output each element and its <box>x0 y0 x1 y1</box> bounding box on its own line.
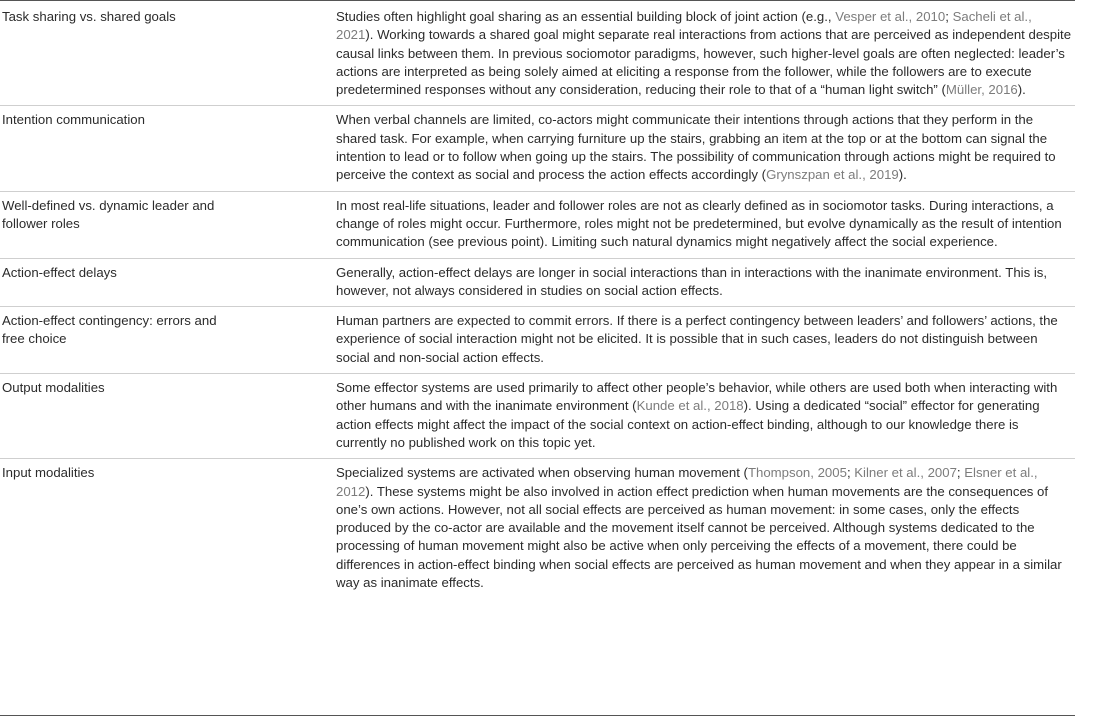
description-cell <box>336 6 1072 99</box>
description-text: ; <box>846 465 855 481</box>
factor-cell: Action-effect delays <box>2 264 117 280</box>
description-text: ). These systems might be also involved in action effect prediction when human movements are the consequences of one’s own actions. However, not all social effects are perceived as human movement: in some cases, only the effects produced by the co-actor are available and the movement itself cannot be perceived. Although systems dedicated to the processing of human movement might also be active when only perceiving the effects of a movement, there could be differences in action-effect binding when social effects are perceived as human movement and when they appear in a similar way as inanimate effects. <box>336 483 1062 591</box>
citation-link[interactable]: Grynszpan et al., 2019 <box>766 167 899 183</box>
citation-link[interactable]: Kilner et al., 2007 <box>854 465 957 481</box>
factor-cell: Input modalities <box>2 465 95 481</box>
description-text: ). <box>898 167 907 183</box>
description-cell <box>336 462 1072 592</box>
citation-link[interactable]: Vesper et al., 2010 <box>835 9 946 24</box>
description-text: When verbal channels are limited, co-actors might communicate their intentions through actions that they perform in the shared task. For example, when carrying furniture up the stairs, grabbing an item at the top or at the bottom can signal the intention to lead or to follow when going up the stairs. The possibility of communication through actions might be required to perceive the context as social and process the action effects accordingly ( <box>336 112 1056 183</box>
description-text: Human partners are expected to commit errors. If there is a perfect contingency between leaders’ and followers’ actions, the experience of social interaction might not be elicited. It is possible that in such cases, leaders do not distinguish between social and non-social action effects. <box>336 313 1058 365</box>
description-text: ). Using a dedicated “social” effector for generating action effects might affect the impact of the social context on action-effect binding, although to our knowledge there is currently no published work on this topic yet. <box>336 398 1040 450</box>
citation-link[interactable]: Müller, 2016 <box>945 82 1018 98</box>
citation-link[interactable]: Kunde et al., 2018 <box>636 398 744 414</box>
factor-cell: Action-effect contingency: errors and free choice <box>2 313 217 347</box>
table-bottom-rule <box>0 715 1075 716</box>
table-row <box>0 258 1075 307</box>
factor-cell: Output modalities <box>2 380 105 396</box>
table-row <box>0 373 1075 458</box>
description-text: ). Working towards a shared goal might separate real interactions from actions that are perceived as independent despite causal links between them. In previous sociomotor paradigms, however, such higher-level goals are often neglected: leader’s actions are interpreted as being solely aimed at eliciting a response from the follower, while the followers are to execute predetermined responses without any consideration, reducing their role to that of a “human light switch” ( <box>336 27 1072 98</box>
citation-link[interactable]: Sacheli et al., 2021 <box>336 9 1032 43</box>
table-row <box>0 191 1075 258</box>
table-row <box>0 458 1075 598</box>
citation-link[interactable]: Elsner et al., 2012 <box>336 465 1038 499</box>
table-row <box>0 105 1075 190</box>
description-cell <box>336 262 1072 301</box>
factor-cell: Well-defined vs. dynamic leader and follower roles <box>2 197 215 231</box>
description-cell <box>336 195 1072 252</box>
description-text: Some effector systems are used primarily to affect other people’s behavior, while others are used both when interacting with other humans and with the inanimate environment ( <box>336 380 1058 414</box>
table-row <box>0 6 1075 105</box>
factor-cell: Intention communication <box>2 112 145 128</box>
table-row <box>0 306 1075 373</box>
description-cell <box>336 310 1072 367</box>
table-top-rule <box>0 0 1075 1</box>
description-text: Studies often highlight goal sharing as an essential building block of joint action (e.g., <box>336 9 836 24</box>
description-cell <box>336 109 1072 184</box>
description-text: In most real-life situations, leader and follower roles are not as clearly defined as in sociomotor tasks. During interactions, a change of roles might occur. Furthermore, roles might not be predetermined, but evolve dynamically as the result of intention communication (see previous point). Limiting such natural dynamics might negatively affect the social experience. <box>336 197 1062 250</box>
description-text: ; <box>956 465 965 481</box>
description-text: Specialized systems are activated when observing human movement ( <box>336 465 748 481</box>
factor-cell: Task sharing vs. shared goals <box>2 9 176 24</box>
factors-table <box>0 6 1075 598</box>
description-text: Generally, action-effect delays are longer in social interactions than in interactions with the inanimate environment. This is, however, not always considered in studies on social action effects. <box>336 264 1048 298</box>
citation-link[interactable]: Thompson, 2005 <box>747 465 847 481</box>
description-text: ; <box>945 9 953 24</box>
description-cell <box>336 377 1072 452</box>
description-text: ). <box>1017 82 1026 98</box>
